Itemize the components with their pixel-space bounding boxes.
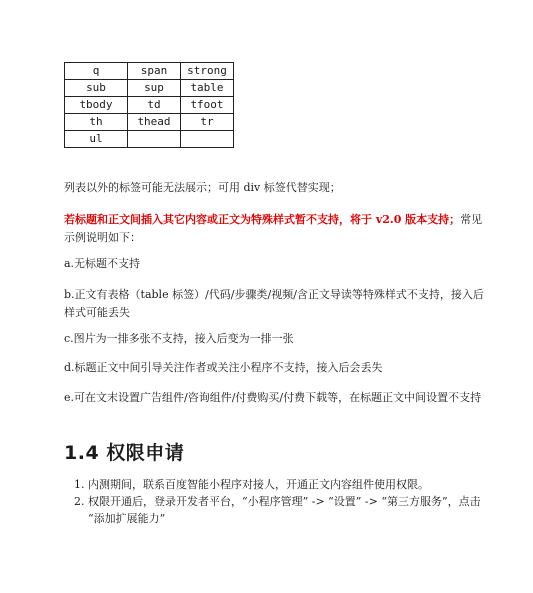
table-row: [65, 63, 234, 80]
list-item: [64, 476, 484, 493]
step-number: 2.: [74, 495, 85, 508]
table-row: [65, 80, 234, 97]
warning-emphasis: 若标题和正文间插入其它内容或正文为特殊样式暂不支持，将于 v2.0 版本支持；: [64, 213, 461, 226]
table-row: [65, 97, 234, 114]
table-cell: tr: [181, 114, 234, 131]
table-cell: sub: [65, 80, 128, 97]
table-cell: [128, 131, 181, 148]
table-cell: sup: [128, 80, 181, 97]
step-number: 1.: [74, 478, 85, 491]
table-cell: table: [181, 80, 234, 97]
note-paragraph: 列表以外的标签可能无法展示；可用 div 标签代替实现；: [64, 181, 341, 194]
example-item-d: d.标题正文中间引导关注作者或关注小程序不支持，接入后会丢失: [64, 361, 383, 374]
table-cell: q: [65, 63, 128, 80]
step-text: 内测期间，联系百度智能小程序对接人，开通正文内容组件使用权限。: [88, 478, 429, 491]
warning-paragraph: [64, 211, 484, 247]
steps-list: [64, 476, 484, 527]
list-item: [64, 493, 484, 527]
table-cell: strong: [181, 63, 234, 80]
supported-tags-table: [64, 62, 234, 148]
table-cell: tfoot: [181, 97, 234, 114]
table-cell: th: [65, 114, 128, 131]
table-row: [65, 114, 234, 131]
warning-tail: 常见示例说明如下：: [64, 213, 483, 244]
section-heading: 1.4 权限申请: [64, 442, 185, 464]
table-cell: [181, 131, 234, 148]
table-cell: ul: [65, 131, 128, 148]
table-cell: span: [128, 63, 181, 80]
example-item-a: a.无标题不支持: [64, 257, 141, 270]
step-text: 权限开通后，登录开发者平台，“小程序管理” -> “设置” -> “第三方服务”，点击 “添加扩展能力”: [88, 495, 481, 525]
table-cell: thead: [128, 114, 181, 131]
example-item-b: b.正文有表格（table 标签）/代码/步骤类/视频/含正文导读等特殊样式不支持，接入后样式可能丢失: [64, 288, 484, 319]
example-item-e: e.可在文末设置广告组件/咨询组件/付费购买/付费下载等，在标题正文中间设置不支持: [64, 391, 482, 404]
table-cell: td: [128, 97, 181, 114]
table-row: [65, 131, 234, 148]
table-cell: tbody: [65, 97, 128, 114]
example-item-c: c.图片为一排多张不支持，接入后变为一排一张: [64, 332, 294, 345]
